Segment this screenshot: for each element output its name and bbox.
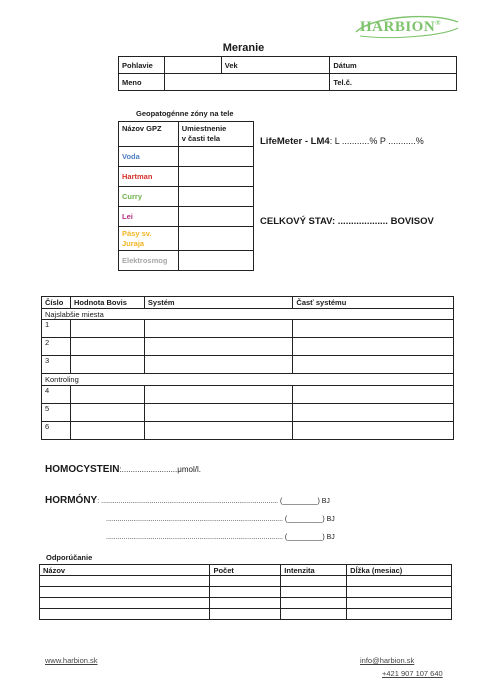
hormony-unit-1: ) BJ — [317, 498, 330, 505]
hormony-line-2 — [106, 516, 335, 523]
hormony-unit-3: ) BJ — [322, 534, 335, 541]
table-row — [42, 338, 454, 356]
logo-text: HARBION® — [360, 19, 441, 35]
intenzita-cell[interactable] — [281, 609, 347, 620]
pocet-cell[interactable] — [210, 576, 281, 587]
system-cell[interactable] — [144, 404, 293, 422]
hormony-line-3 — [106, 534, 335, 541]
gpz-row-name: Curry — [119, 187, 179, 207]
systems-table — [41, 296, 454, 440]
dlzka-cell[interactable] — [347, 609, 452, 620]
table-row — [42, 404, 454, 422]
gpz-row-name: Hartman — [119, 167, 179, 187]
footer-email-link[interactable]: info@harbion.sk — [360, 656, 415, 665]
pohlavie-field[interactable] — [164, 57, 221, 74]
lifemeter-label: LifeMeter - LM4 — [260, 136, 330, 147]
tel-label: Tel.č. — [330, 74, 367, 91]
gpz-col-name: Názov GPZ — [119, 122, 179, 147]
system-part-cell[interactable] — [293, 422, 454, 440]
hormony-value-3[interactable]: ........................................................................................... ( — [106, 534, 288, 541]
row-number: 2 — [42, 338, 71, 356]
dlzka-cell[interactable] — [347, 587, 452, 598]
pocet-cell[interactable] — [210, 609, 281, 620]
dlzka-cell[interactable] — [347, 576, 452, 587]
gpz-row-location[interactable] — [178, 227, 253, 251]
system-cell[interactable] — [144, 386, 293, 404]
gpz-row-name: Lei — [119, 207, 179, 227]
table-row — [40, 576, 452, 587]
gpz-col-location: Umiestnenie v časti tela — [178, 122, 253, 147]
personal-info-table — [118, 56, 457, 91]
celkovy-stav-label: CELKOVÝ STAV: — [260, 216, 336, 227]
gpz-row-location[interactable] — [178, 167, 253, 187]
pohlavie-label: Pohlavie — [119, 57, 165, 74]
nazov-cell[interactable] — [40, 609, 210, 620]
odp-col-intenzita: Intenzita — [281, 565, 347, 576]
bovis-value-cell[interactable] — [70, 356, 144, 374]
homocystein-label: HOMOCYSTEIN — [45, 464, 120, 475]
hormony-value-1[interactable]: : ........................................................................................... ( — [97, 498, 283, 505]
gpz-row-location[interactable] — [178, 187, 253, 207]
pocet-cell[interactable] — [210, 587, 281, 598]
page-title: Meranie — [222, 42, 265, 54]
systems-col-hodnota: Hodnota Bovis — [70, 297, 144, 309]
table-row — [42, 422, 454, 440]
footer-phone[interactable]: +421 907 107 640 — [382, 669, 443, 678]
harbion-logo — [352, 14, 462, 40]
row-number: 5 — [42, 404, 71, 422]
hormony-label: HORMÓNY — [45, 495, 98, 506]
section-najslabsie: Najslabšie miesta — [42, 309, 454, 320]
system-part-cell[interactable] — [293, 338, 454, 356]
hormony-blank-3[interactable]: _________ — [287, 534, 323, 541]
bovis-value-cell[interactable] — [70, 422, 144, 440]
hormony-blank-2[interactable]: _________ — [287, 516, 323, 523]
meno-label: Meno — [119, 74, 165, 91]
bovis-value-cell[interactable] — [70, 404, 144, 422]
system-cell[interactable] — [144, 422, 293, 440]
table-row — [40, 587, 452, 598]
hormony-line-1 — [45, 495, 330, 506]
system-part-cell[interactable] — [293, 356, 454, 374]
table-row — [42, 320, 454, 338]
gpz-table — [118, 121, 254, 271]
nazov-cell[interactable] — [40, 598, 210, 609]
celkovy-stav-value[interactable]: ................... — [335, 216, 388, 227]
odporucanie-table — [39, 564, 452, 620]
table-row — [40, 609, 452, 620]
system-cell[interactable] — [144, 356, 293, 374]
intenzita-cell[interactable] — [281, 576, 347, 587]
odporucanie-heading: Odporúčanie — [46, 553, 93, 562]
celkovy-stav-unit: BOVISOV — [387, 216, 434, 227]
datum-label: Dátum — [330, 57, 367, 74]
section-kontroling: Kontroling — [42, 374, 454, 386]
gpz-row-name: Voda — [119, 147, 179, 167]
systems-col-cislo: Číslo — [42, 297, 71, 309]
bovis-value-cell[interactable] — [70, 386, 144, 404]
intenzita-cell[interactable] — [281, 598, 347, 609]
table-row — [42, 386, 454, 404]
row-number: 4 — [42, 386, 71, 404]
hormony-value-2[interactable]: ........................................................................................... ( — [106, 516, 288, 523]
odp-col-dlzka: Dĺžka (mesiac) — [347, 565, 452, 576]
system-part-cell[interactable] — [293, 404, 454, 422]
systems-col-system: Systém — [144, 297, 293, 309]
vek-field[interactable] — [251, 57, 330, 74]
gpz-row-location[interactable] — [178, 207, 253, 227]
tel-field[interactable] — [367, 74, 457, 91]
nazov-cell[interactable] — [40, 587, 210, 598]
system-cell[interactable] — [144, 320, 293, 338]
table-row — [42, 356, 454, 374]
odp-col-nazov: Názov — [40, 565, 210, 576]
meno-field[interactable] — [164, 74, 329, 91]
nazov-cell[interactable] — [40, 576, 210, 587]
vek-label: Vek — [221, 57, 251, 74]
row-number: 1 — [42, 320, 71, 338]
gpz-row-name: Elektrosmog — [119, 251, 179, 271]
gpz-row-location[interactable] — [178, 251, 253, 271]
system-part-cell[interactable] — [293, 320, 454, 338]
system-cell[interactable] — [144, 338, 293, 356]
hormony-unit-2: ) BJ — [322, 516, 335, 523]
lifemeter-values[interactable]: : L ...........% P ...........% — [329, 136, 424, 146]
table-row — [40, 598, 452, 609]
systems-col-cast: Časť systému — [293, 297, 454, 309]
lifemeter-line — [260, 136, 424, 147]
gpz-heading: Geopatogénne zóny na tele — [136, 109, 234, 118]
homocystein-line — [45, 464, 201, 475]
celkovy-stav-line — [260, 216, 434, 227]
odp-col-pocet: Počet — [210, 565, 281, 576]
dlzka-cell[interactable] — [347, 598, 452, 609]
pocet-cell[interactable] — [210, 598, 281, 609]
bovis-value-cell[interactable] — [70, 338, 144, 356]
system-part-cell[interactable] — [293, 386, 454, 404]
datum-field[interactable] — [367, 57, 457, 74]
gpz-row-location[interactable] — [178, 147, 253, 167]
bovis-value-cell[interactable] — [70, 320, 144, 338]
row-number: 6 — [42, 422, 71, 440]
hormony-blank-1[interactable]: _________ — [282, 498, 318, 505]
homocystein-value[interactable]: :.........................μmol/l. — [119, 465, 201, 474]
row-number: 3 — [42, 356, 71, 374]
intenzita-cell[interactable] — [281, 587, 347, 598]
gpz-row-name: Pásy sv. Juraja — [119, 227, 179, 251]
footer-web-link[interactable]: www.harbion.sk — [45, 656, 98, 665]
